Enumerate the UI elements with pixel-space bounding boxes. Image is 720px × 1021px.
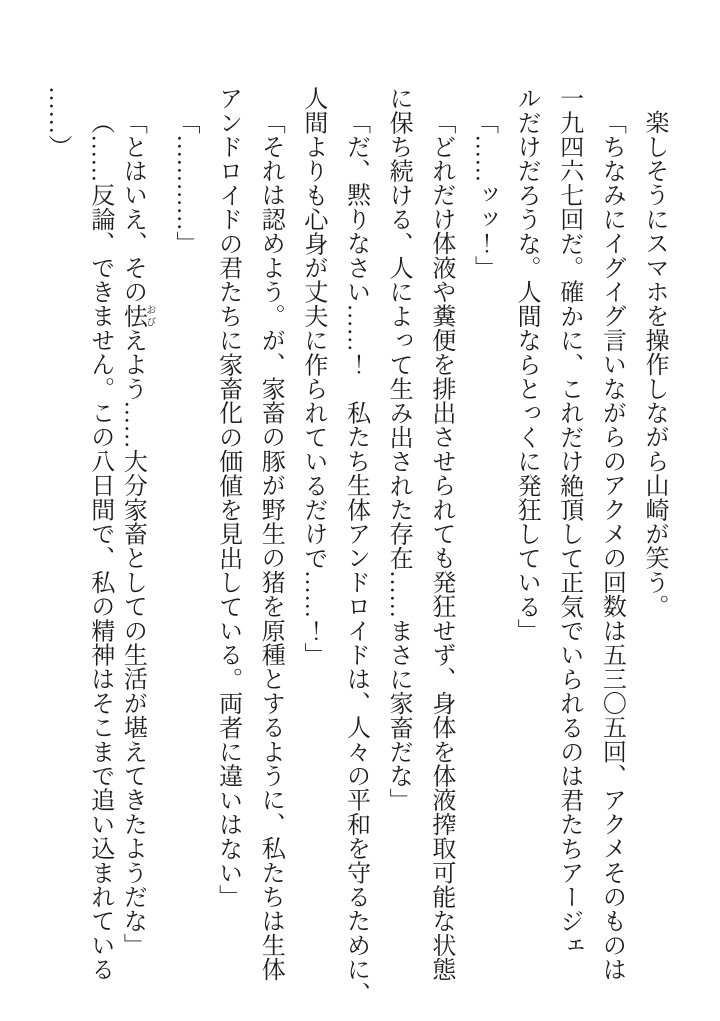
text-line: 「とはいえ、その怯おびえよう……大分家畜としての生活が堪えてきたようだな」 bbox=[119, 110, 155, 958]
text-line: アンドロイドの君たちに家畜化の価値を見出している。両者に違いはない」 bbox=[214, 86, 241, 909]
text-line: 「ちなみにイグイグ言いながらのアクメの回数は五三〇五回、アクメそのものは bbox=[598, 110, 625, 982]
text-line: 「だ、黙りなさい……！ 私たち生体アンドロイドは、人々の平和を守るために、 bbox=[342, 110, 369, 1006]
text-line: 「それは認めよう。が、家畜の豚が野生の猪を原種とするように、私たちは生体 bbox=[257, 110, 284, 982]
ruby-annotated-text: 怯おび bbox=[119, 303, 155, 328]
text-line: に保ち続ける、人によって生み出された存在……まさに家畜だな」 bbox=[385, 86, 412, 812]
text-line: （……反論、できません。この八日間で、私の精神はそこまで追い込まれている bbox=[86, 110, 113, 982]
text-line: 人間よりも心身が丈夫に作られているだけで……！」 bbox=[299, 86, 326, 667]
text-line: 「……ッッ！」 bbox=[470, 110, 497, 280]
text-line: 「…………」 bbox=[171, 110, 198, 256]
text-line: ……） bbox=[44, 86, 71, 159]
vertical-text-block bbox=[24, 86, 666, 1011]
text-line: 楽しそうにスマホを操作しながら山崎が笑う。 bbox=[641, 110, 667, 619]
text-line: ルだけだろうな。人間ならとっくに発狂している」 bbox=[513, 86, 540, 643]
text-line: 「どれだけ体液や糞便を排出させられても発狂せず、身体を体液搾取可能な状態 bbox=[427, 110, 454, 982]
furigana: おび bbox=[143, 303, 155, 328]
text-line: 一九四六七回だ。確かに、これだけ絶頂して正気でいられるのは君たちアージェ bbox=[555, 86, 582, 958]
